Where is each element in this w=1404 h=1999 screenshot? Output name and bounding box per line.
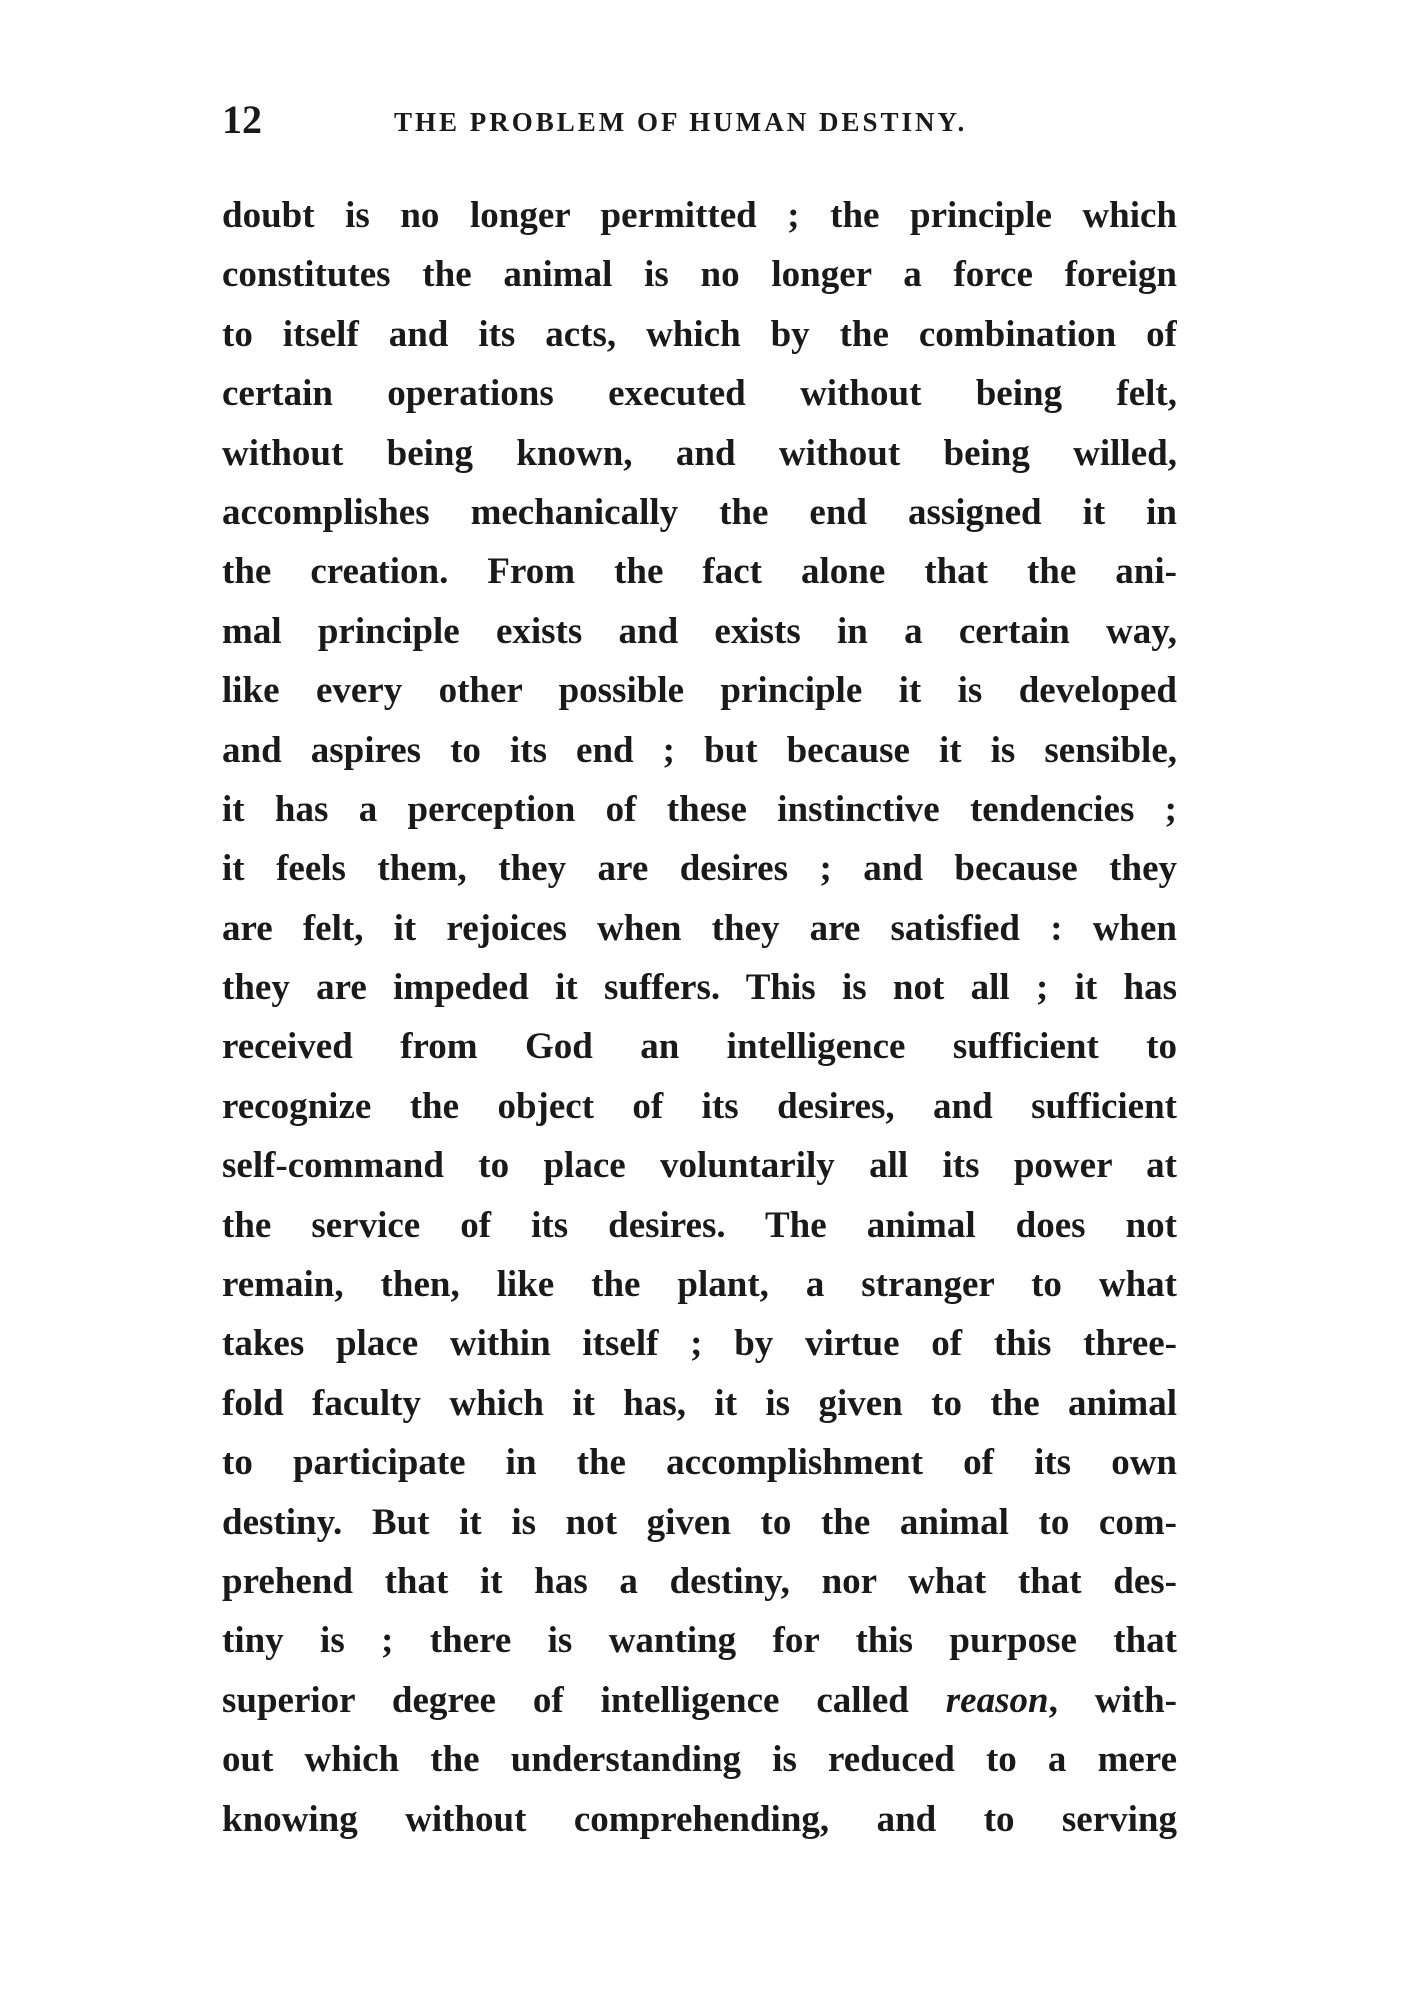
text-line: the creation. From the fact alone that the ani- [222, 551, 1177, 593]
text-line: prehend that it has a destiny, nor what that des- [222, 1560, 1177, 1602]
text-line: constitutes the animal is no longer a force foreign [222, 254, 1177, 296]
text-line: certain operations executed without being felt, [222, 373, 1177, 415]
text-line: out which the understanding is reduced to a mere [222, 1739, 1177, 1781]
text-line: destiny. But it is not given to the animal to com- [222, 1501, 1177, 1543]
text-line: it has a perception of these instinctive tendencies ; [222, 788, 1177, 830]
text-line: doubt is no longer permitted ; the principle which [222, 195, 1177, 236]
text-line: without being known, and without being willed, [222, 432, 1177, 474]
text-line: like every other possible principle it is developed [222, 670, 1177, 712]
text-line: the service of its desires. The animal does not [222, 1204, 1177, 1246]
text-line: mal principle exists and exists in a certain way, [222, 610, 1177, 652]
text-line-with-italic [222, 1671, 1177, 1730]
line-segment: superior degree of intelligence called [222, 1679, 946, 1721]
running-title: THE PROBLEM OF HUMAN DESTINY. [394, 107, 968, 137]
text-line: remain, then, like the plant, a stranger to what [222, 1264, 1177, 1306]
text-line: self-command to place voluntarily all its power at [222, 1145, 1177, 1187]
text-line: and aspires to its end ; but because it is sensible, [222, 729, 1177, 771]
line-segment: , with- [1048, 1679, 1177, 1721]
text-line: to participate in the accomplishment of its own [222, 1442, 1177, 1484]
text-line: are felt, it rejoices when they are satisfied : when [222, 907, 1177, 949]
italic-word-reason: reason [945, 1679, 1049, 1721]
text-line: to itself and its acts, which by the combination of [222, 313, 1177, 355]
text-line: they are impeded it suffers. This is not all ; it has [222, 967, 1177, 1009]
text-line: fold faculty which it has, it is given to the animal [222, 1382, 1177, 1424]
page-number: 12 [222, 97, 262, 142]
text-line: it feels them, they are desires ; and because they [222, 848, 1177, 890]
text-line: received from God an intelligence sufficient to [222, 1026, 1177, 1068]
text-line: takes place within itself ; by virtue of this three- [222, 1323, 1177, 1365]
text-line: accomplishes mechanically the end assigned it in [222, 491, 1177, 533]
text-line: knowing without comprehending, and to serving [222, 1798, 1177, 1840]
text-line: recognize the object of its desires, and sufficient [222, 1085, 1177, 1127]
body-text [222, 186, 1177, 1849]
running-head [222, 98, 1177, 142]
text-line: tiny is ; there is wanting for this purpose that [222, 1620, 1177, 1662]
